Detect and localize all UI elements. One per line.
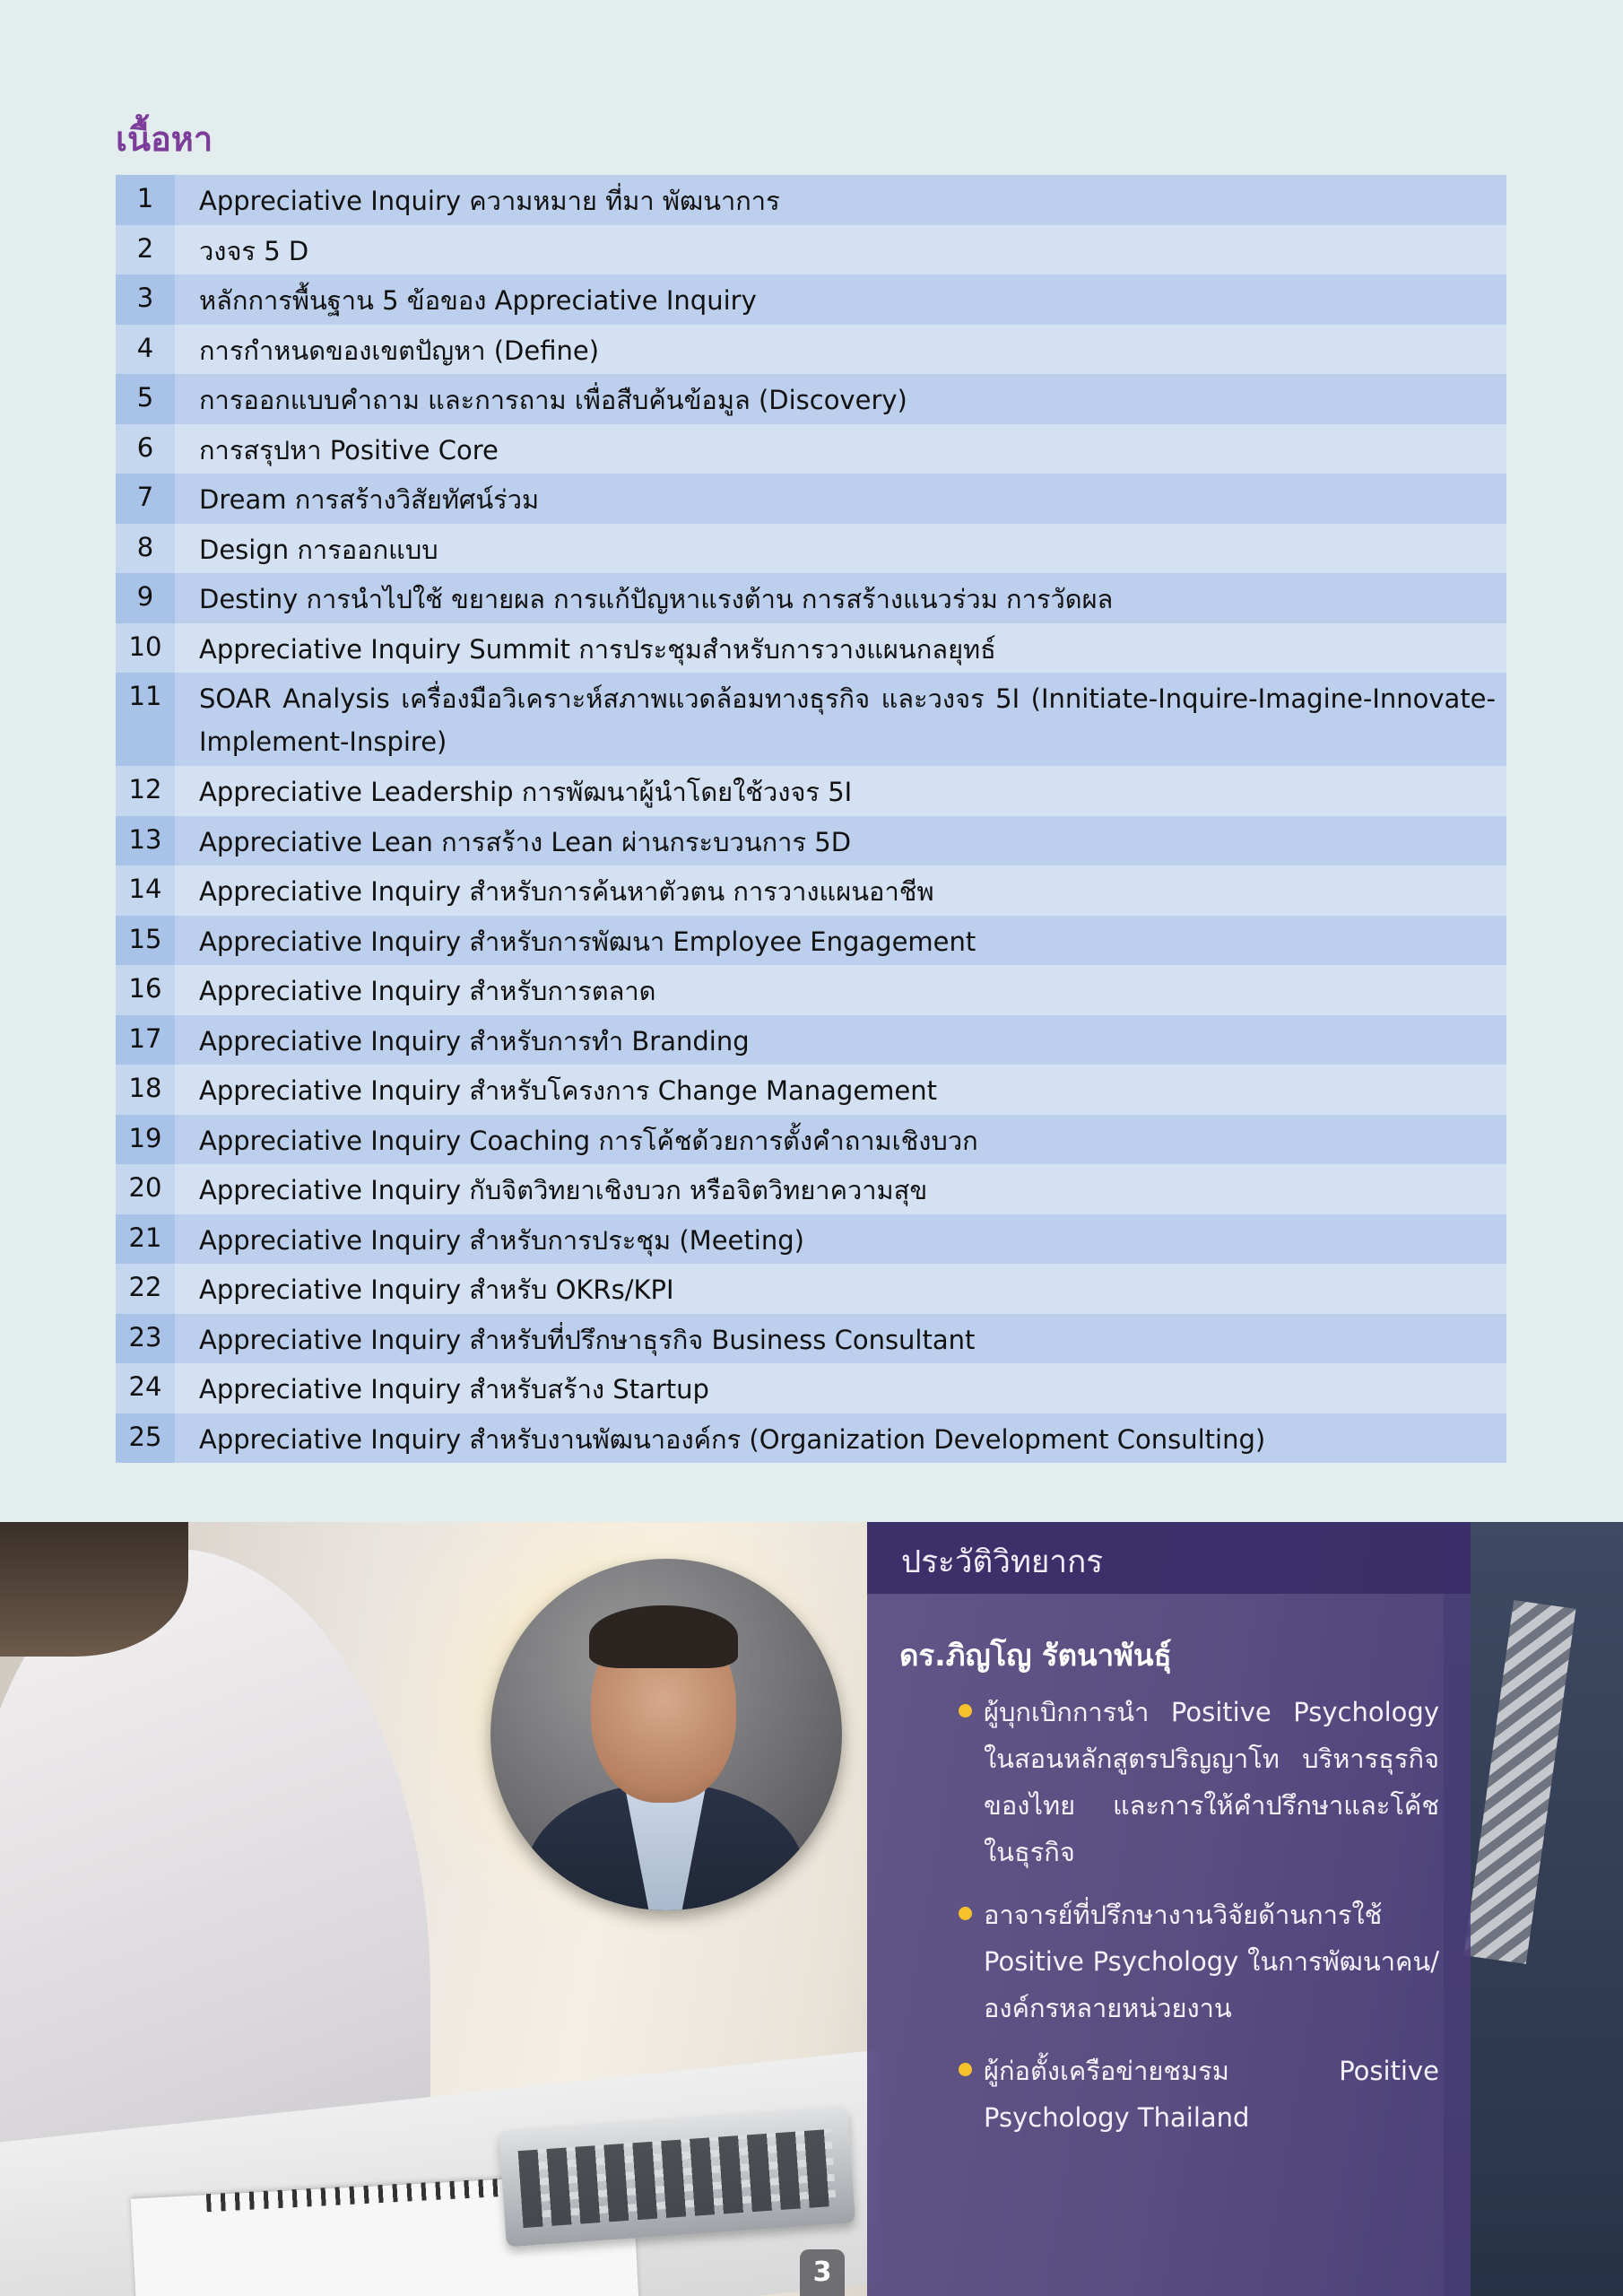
- toc-row: [116, 1314, 1506, 1364]
- toc-row: [116, 374, 1506, 424]
- toc-row-number: 10: [116, 623, 175, 674]
- toc-row-number: 22: [116, 1264, 175, 1314]
- toc-row-number: 11: [116, 673, 175, 766]
- toc-row-number: 16: [116, 965, 175, 1015]
- toc-row: [116, 623, 1506, 674]
- toc-row: [116, 1015, 1506, 1065]
- bio-point-text: ผู้บุกเบิกการนำ Positive Psychology ในสอนหลักสูตรปริญญาโท บริหารธุรกิจของไทย และการให้คำปรึกษาและโค้ชในธุรกิจ: [984, 1697, 1439, 1867]
- toc-row: [116, 1214, 1506, 1265]
- bullet-icon: [959, 2063, 972, 2076]
- bio-point: [984, 1892, 1439, 2031]
- toc-row: [116, 175, 1506, 225]
- toc-row-text: Appreciative Inquiry สำหรับการประชุม (Meeting): [199, 1224, 804, 1256]
- bio-list: [984, 1689, 1439, 2157]
- bio-panel: [867, 1522, 1471, 2296]
- bullet-icon: [959, 1704, 972, 1718]
- toc-row-text: Appreciative Inquiry สำหรับ OKRs/KPI: [199, 1274, 674, 1305]
- toc-row-number: 4: [116, 325, 175, 375]
- toc-row-number: 24: [116, 1363, 175, 1413]
- toc-row: [116, 1363, 1506, 1413]
- toc-row-number: 12: [116, 766, 175, 816]
- toc-row-text: Appreciative Inquiry สำหรับโครงการ Change Management: [199, 1075, 938, 1106]
- toc-row-number: 21: [116, 1214, 175, 1265]
- toc-row-number: 2: [116, 225, 175, 275]
- toc-row-text: การออกแบบคำถาม และการถาม เพื่อสืบค้นข้อมูล (Discovery): [199, 385, 907, 415]
- bio-title: ประวัติวิทยากร: [901, 1544, 1104, 1580]
- toc-row-number: 1: [116, 175, 175, 225]
- toc-row: [116, 474, 1506, 524]
- bio-point-text: ผู้ก่อตั้งเครือข่ายชมรม Positive Psychology Thailand: [984, 2056, 1439, 2133]
- toc-row-text: Appreciative Leadership การพัฒนาผู้นำโดยใช้วงจร 5I: [199, 777, 853, 807]
- toc-row-number: 8: [116, 524, 175, 574]
- toc-row-text: Appreciative Inquiry สำหรับสร้าง Startup: [199, 1374, 709, 1405]
- calculator: [499, 2107, 855, 2248]
- toc-row: [116, 865, 1506, 916]
- toc-row-number: 3: [116, 274, 175, 325]
- toc-row-number: 18: [116, 1065, 175, 1115]
- page-number: 3: [800, 2249, 845, 2296]
- toc-row: [116, 225, 1506, 275]
- toc-row: [116, 1264, 1506, 1314]
- toc-row-text: Dream การสร้างวิสัยทัศน์ร่วม: [199, 484, 540, 515]
- toc-row: [116, 573, 1506, 623]
- bio-title-bar: [867, 1522, 1471, 1594]
- toc-row-text: หลักการพื้นฐาน 5 ข้อของ Appreciative Inquiry: [199, 285, 757, 316]
- toc-row-number: 15: [116, 916, 175, 966]
- toc-row-number: 19: [116, 1115, 175, 1165]
- toc-table: [116, 175, 1506, 1463]
- toc-row: [116, 766, 1506, 816]
- toc-row-text: Appreciative Inquiry สำหรับงานพัฒนาองค์กร (Organization Development Consulting): [199, 1423, 1266, 1455]
- toc-row-number: 7: [116, 474, 175, 524]
- toc-row-text: Appreciative Inquiry สำหรับการพัฒนา Employee Engagement: [199, 926, 976, 957]
- toc-row-number: 5: [116, 374, 175, 424]
- toc-row: [116, 916, 1506, 966]
- toc-heading: เนื้อหา: [116, 119, 213, 159]
- toc-row: [116, 274, 1506, 325]
- toc-row-text: Appreciative Inquiry สำหรับการตลาด: [199, 976, 656, 1006]
- toc-row-text: Appreciative Inquiry Coaching การโค้ชด้วยการตั้งคำถามเชิงบวก: [199, 1125, 978, 1156]
- bio-point-text: อาจารย์ที่ปรึกษางานวิจัยด้านการใช้ Positive Psychology ในการพัฒนาคน/องค์กรหลายหน่วยงาน: [984, 1900, 1439, 2023]
- portrait-hair: [589, 1605, 738, 1668]
- toc-row: [116, 325, 1506, 375]
- toc-row-text: Appreciative Inquiry สำหรับที่ปรึกษาธุรกิจ Business Consultant: [199, 1324, 976, 1355]
- toc-row-number: 13: [116, 816, 175, 866]
- toc-row: [116, 1413, 1506, 1464]
- toc-row: [116, 965, 1506, 1015]
- toc-row-number: 17: [116, 1015, 175, 1065]
- speaker-name: ดร.ภิญโญ รัตนาพันธุ์: [899, 1638, 1172, 1673]
- toc-row-text: Appreciative Inquiry สำหรับการทำ Branding: [199, 1025, 750, 1057]
- toc-row: [116, 1164, 1506, 1214]
- toc-row-text: Appreciative Inquiry ความหมาย ที่มา พัฒนาการ: [199, 186, 780, 216]
- toc-row-text: วงจร 5 D: [199, 235, 309, 266]
- toc-row-number: 20: [116, 1164, 175, 1214]
- toc-row-text: การสรุปหา Positive Core: [199, 434, 499, 465]
- toc-row-text: Destiny การนำไปใช้ ขยายผล การแก้ปัญหาแรงต้าน การสร้างแนวร่วม การวัดผล: [199, 584, 1114, 614]
- bio-point: [984, 2048, 1439, 2141]
- calculator-keys: [518, 2129, 837, 2228]
- toc-row-number: 6: [116, 424, 175, 474]
- toc-row-number: 25: [116, 1413, 175, 1464]
- speaker-portrait: [490, 1559, 842, 1910]
- toc-row-text: Appreciative Inquiry Summit การประชุมสำหรับการวางแผนกลยุทธ์: [199, 633, 996, 665]
- toc-row-number: 14: [116, 865, 175, 916]
- toc-row: [116, 673, 1506, 766]
- toc-row: [116, 424, 1506, 474]
- toc-row-text: Appreciative Inquiry กับจิตวิทยาเชิงบวก หรือจิตวิทยาความสุข: [199, 1175, 928, 1205]
- toc-row-text: SOAR Analysis เครื่องมือวิเคราะห์สภาพแวดล้อมทางธุรกิจ และวงจร 5I (Innitiate-Inquire-Imagine-Innovate-Implement-Inspire): [199, 683, 1496, 757]
- toc-row-text: Appreciative Lean การสร้าง Lean ผ่านกระบวนการ 5D: [199, 826, 852, 857]
- toc-row: [116, 1065, 1506, 1115]
- toc-row: [116, 524, 1506, 574]
- toc-row-text: การกำหนดของเขตปัญหา (Define): [199, 335, 600, 366]
- bullet-icon: [959, 1907, 972, 1920]
- toc-row-number: 9: [116, 573, 175, 623]
- toc-row: [116, 816, 1506, 866]
- bio-point: [984, 1689, 1439, 1875]
- toc-row-text: Appreciative Inquiry สำหรับการค้นหาตัวตน การวางแผนอาชีพ: [199, 876, 934, 907]
- toc-row-number: 23: [116, 1314, 175, 1364]
- toc-row-text: Design การออกแบบ: [199, 534, 438, 565]
- toc-row: [116, 1115, 1506, 1165]
